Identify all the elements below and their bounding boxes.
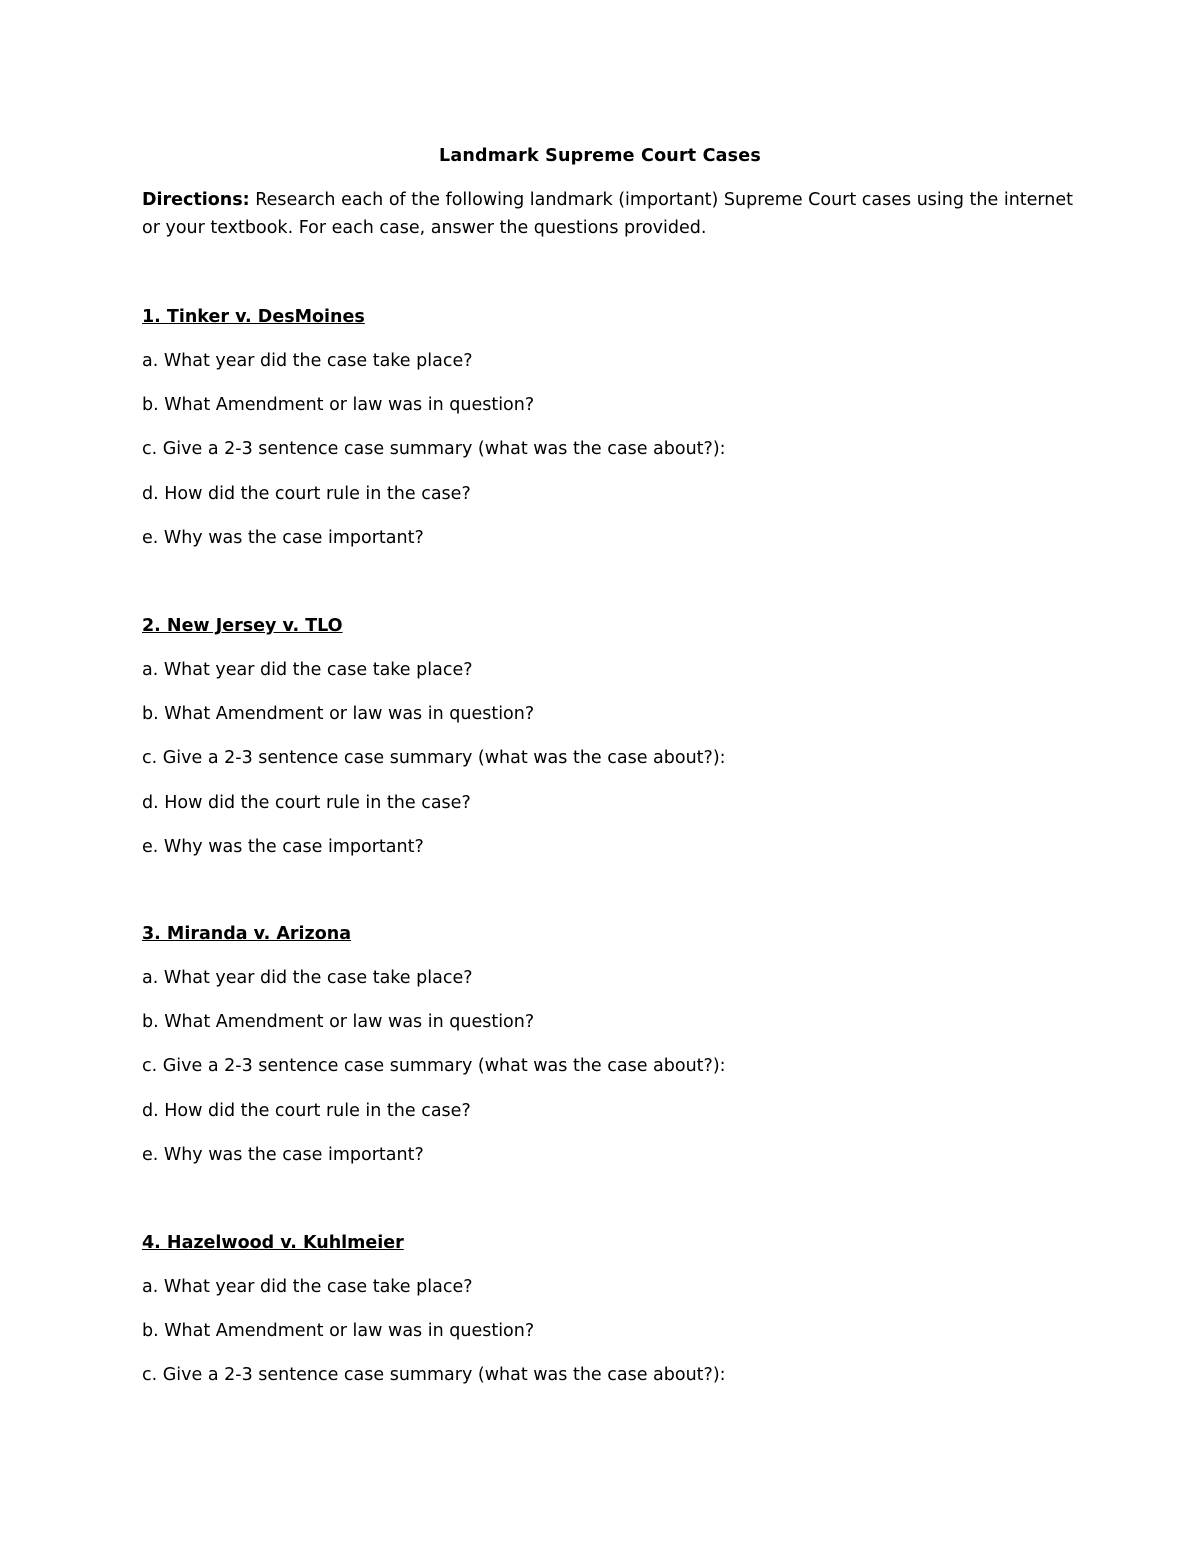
question-year: a. What year did the case take place?	[142, 660, 473, 680]
question-ruling: d. How did the court rule in the case?	[142, 792, 471, 813]
case-heading: 3. Miranda v. Arizona	[142, 924, 352, 944]
case-heading: 2. New Jersey v. TLO	[142, 616, 343, 636]
question-importance: e. Why was the case important?	[142, 1144, 424, 1165]
question-ruling: d. How did the court rule in the case?	[142, 483, 471, 504]
directions-text: Research each of the following landmark (important) Supreme Court cases using the internet or your textbook. For each case, answer the questions provided.	[142, 190, 1074, 238]
question-year: a. What year did the case take place?	[142, 1277, 473, 1297]
question-importance: e. Why was the case important?	[142, 527, 424, 548]
case-section-4	[142, 1229, 1042, 1406]
question-amendment: b. What Amendment or law was in question?	[142, 395, 535, 416]
question-importance: e. Why was the case important?	[142, 836, 424, 857]
question-year: a. What year did the case take place?	[142, 968, 473, 988]
directions-label: Directions:	[142, 190, 250, 210]
question-summary: c. Give a 2-3 sentence case summary (what was the case about?):	[142, 439, 726, 460]
question-summary: c. Give a 2-3 sentence case summary (what was the case about?):	[142, 1365, 726, 1386]
question-summary: c. Give a 2-3 sentence case summary (what was the case about?):	[142, 748, 726, 769]
question-summary: c. Give a 2-3 sentence case summary (what was the case about?):	[142, 1056, 726, 1077]
document-title: Landmark Supreme Court Cases	[438, 146, 761, 166]
case-heading: 4. Hazelwood v. Kuhlmeier	[142, 1233, 404, 1253]
directions-paragraph	[142, 186, 1082, 242]
question-amendment: b. What Amendment or law was in question?	[142, 704, 535, 725]
case-heading: 1. Tinker v. DesMoines	[142, 307, 365, 327]
question-amendment: b. What Amendment or law was in question?	[142, 1012, 535, 1033]
question-amendment: b. What Amendment or law was in question?	[142, 1321, 535, 1342]
question-year: a. What year did the case take place?	[142, 351, 473, 371]
case-section-2	[142, 612, 1042, 877]
case-section-3	[142, 920, 1042, 1185]
question-ruling: d. How did the court rule in the case?	[142, 1100, 471, 1121]
case-section-1	[142, 303, 1042, 568]
